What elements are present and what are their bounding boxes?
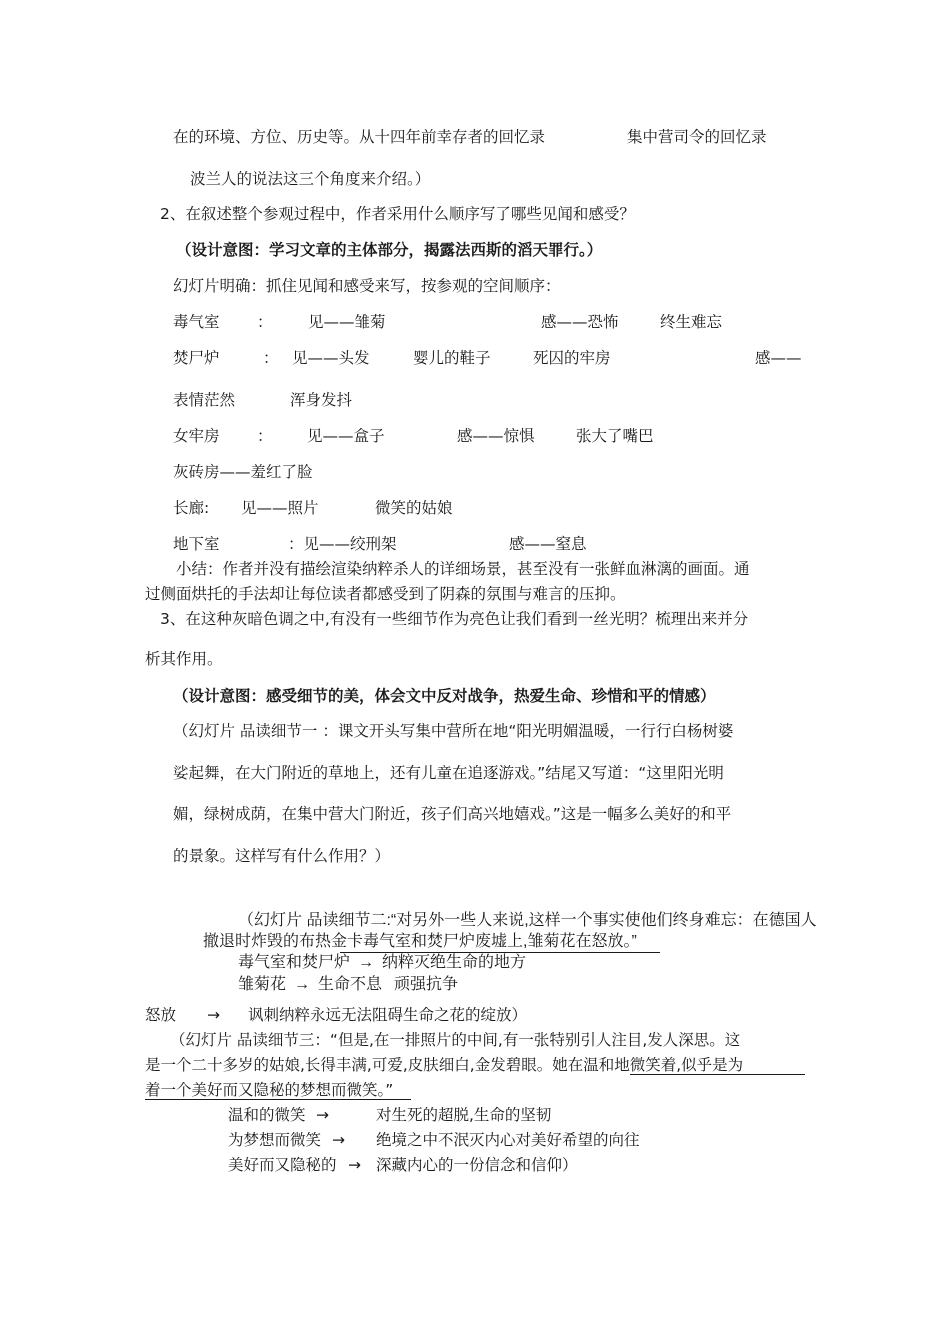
row-gas-chamber-colon: ：	[257, 313, 273, 331]
detail-2-line-2: 撤退时炸毁的布热金卡毒气室和焚尸炉废墟上,雏菊花在怒放。”	[203, 933, 637, 950]
row-crematorium-see-2: 婴儿的鞋子	[413, 349, 491, 367]
intro-line-2: 波兰人的说法这三个角度来介绍。）	[190, 170, 431, 188]
detail-1-line-3: 媚，绿树成荫，在集中营大门附近，孩子们高兴地嬉戏。”这是一幅多么美好的和平	[173, 805, 732, 823]
arrow-icon: →	[294, 976, 311, 993]
detail-2-meaning-2b: 顽强抗争	[394, 976, 459, 993]
design-intent-2: （设计意图：学习文章的主体部分，揭露法西斯的滔天罪行。）	[176, 241, 603, 259]
detail-1-line-2: 娑起舞，在大门附近的草地上，还有儿童在追逐游戏。”结尾又写道：“这里阳光明	[173, 764, 724, 782]
slide-clarify: 幻灯片明确：抓住见闻和感受来写，按参观的空间顺序：	[173, 277, 561, 295]
detail-3-meaning-1: 对生死的超脱,生命的坚韧	[376, 1106, 552, 1124]
detail-3-term-3: 美好而又隐秘的	[228, 1156, 337, 1174]
detail-1-line-1: （幻灯片 品读细节一 ：课文开头写集中营所在地“阳光明媚温暖，一行行白杨树婆	[173, 722, 734, 740]
row-women-cell-colon: ：	[257, 427, 273, 445]
row-crematorium-see: 见——头发	[292, 349, 370, 367]
row-women-cell-see: 见——盒子	[307, 427, 385, 445]
detail-2-term-1: 毒气室和焚尸炉	[238, 954, 351, 971]
row-basement-feel: 感——窒息	[509, 535, 587, 553]
arrow-icon: →	[358, 954, 375, 971]
arrow-icon: →	[316, 1106, 329, 1124]
detail-2-meaning-2a: 生命不息	[318, 976, 383, 993]
detail-2-line-4	[238, 975, 458, 995]
detail-2-term-2: 雏菊花	[238, 976, 287, 993]
summary-line-1: 小结：作者并没有描绘渲染纳粹杀人的详细场景，甚至没有一张鲜血淋漓的画面。通	[176, 560, 750, 578]
row-corridor-label: 长廊:	[173, 499, 210, 517]
detail-2-line-1: （幻灯片 品读细节二:“对另外一些人来说,这样一个事实使他们终身难忘：在德国人	[238, 912, 817, 929]
detail-2-meaning-1: 纳粹灭绝生命的地方	[382, 954, 527, 971]
row-crematorium-colon: ：	[263, 349, 279, 367]
row-corridor-see-2: 微笑的姑娘	[375, 499, 453, 517]
row-basement-label: 地下室	[173, 535, 220, 553]
detail-3-meaning-2: 绝境之中不泯灭内心对美好希望的向往	[376, 1131, 640, 1149]
row-gas-chamber-feel: 感——恐怖	[541, 313, 619, 331]
question-2: 2、在叙述整个参观过程中，作者采用什么顺序写了哪些见闻和感受？	[160, 205, 635, 223]
detail-3-term-2: 为梦想而微笑	[228, 1131, 322, 1149]
row-crematorium-feel-2: 浑身发抖	[290, 391, 353, 409]
detail-3-meaning-3: 深藏内心的一份信念和信仰）	[376, 1156, 578, 1174]
arrow-icon: →	[348, 1156, 361, 1174]
row-gas-chamber-feel-2: 终生难忘	[660, 313, 723, 331]
detail-3-line-1: （幻灯片 品读细节三：“但是,在一排照片的中间,有一张特别引人注目,发人深思。这	[170, 1031, 741, 1049]
row-gas-chamber-see: 见——雏菊	[308, 313, 386, 331]
row-crematorium-label: 焚尸炉	[173, 349, 220, 367]
intro-line-1a: 在的环境、方位、历史等。从十四年前幸存者的回忆录	[173, 128, 546, 146]
arrow-icon: →	[207, 1006, 220, 1024]
detail-3-line-2: 是一个二十多岁的姑娘,长得丰满,可爱,皮肤细白,金发碧眼。她在温和地微笑着,似乎是为	[145, 1056, 744, 1074]
row-grey-house: 灰砖房——羞红了脸	[173, 463, 313, 481]
detail-1-line-4: 的景象。这样写有什么作用？）	[173, 847, 391, 865]
question-3-line-1: 3、在这种灰暗色调之中,有没有一些细节作为亮色让我们看到一丝光明？梳理出来并分	[160, 610, 749, 628]
intro-line-1b: 集中营司令的回忆录	[627, 128, 767, 146]
row-women-cell-feel: 感——惊惧	[457, 427, 535, 445]
row-women-cell-feel-2: 张大了嘴巴	[576, 427, 654, 445]
row-corridor-see: 见——照片	[241, 499, 319, 517]
row-basement-see: ：见——绞刑架	[288, 535, 397, 553]
detail-2-term-3: 怒放	[145, 1006, 177, 1024]
arrow-icon: →	[332, 1131, 345, 1149]
row-crematorium-feel-1: 表情茫然	[173, 391, 236, 409]
design-intent-3: （设计意图：感受细节的美，体会文中反对战争，热爱生命、珍惜和平的情感）	[173, 687, 716, 705]
question-3-line-2: 析其作用。	[145, 650, 223, 668]
detail-3-underline-1	[630, 1074, 805, 1075]
row-gas-chamber-label: 毒气室	[173, 313, 220, 331]
detail-3-line-3: 着一个美好而又隐秘的梦想而微笑。”	[145, 1081, 394, 1099]
row-crematorium-see-3: 死囚的牢房	[533, 349, 611, 367]
row-women-cell-label: 女牢房	[173, 427, 220, 445]
detail-3-term-1: 温和的微笑	[228, 1106, 306, 1124]
detail-2-meaning-3: 讽刺纳粹永远无法阻碍生命之花的绽放）	[248, 1006, 528, 1024]
summary-line-2: 过侧面烘托的手法却让每位读者都感受到了阴森的氛围与难言的压抑。	[145, 585, 626, 603]
row-crematorium-feel: 感——	[755, 349, 802, 367]
detail-2-line-3	[238, 953, 526, 973]
detail-3-underline-2	[145, 1099, 411, 1100]
